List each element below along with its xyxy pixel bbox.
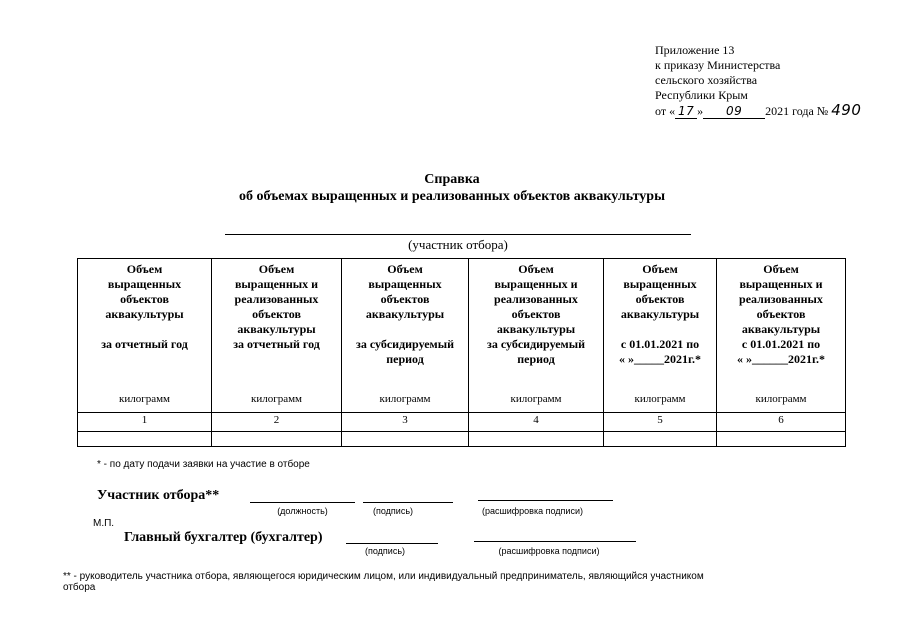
column-header-3 [342, 259, 469, 413]
column-header-line: Объем [642, 262, 678, 276]
decoding-label: (расшифровка подписи) [482, 506, 583, 516]
column-number-3: 3 [342, 413, 469, 432]
column-header-line: Объем [126, 262, 163, 276]
column-unit: килограмм [118, 393, 171, 405]
document-title: Справка [424, 172, 480, 187]
column-header-line: за субсидируемый [356, 337, 454, 351]
column-header-line: аквакультуры [365, 307, 445, 321]
decoding-line[interactable] [478, 500, 613, 501]
column-header-line: реализованных [739, 292, 823, 306]
column-header-line: Объем [387, 262, 423, 276]
column-header-line: выращенных [368, 277, 442, 291]
column-header-4 [469, 259, 604, 413]
column-header-line: выращенных [107, 277, 182, 291]
column-header-content [472, 262, 600, 412]
table-cell[interactable] [212, 432, 342, 447]
column-header-line: аквакультуры [620, 307, 700, 321]
footnote-head-line1: ** - руководитель участника отбора, являющегося юридическим лицом, или индивидуальный предприниматель, являющийся участником [63, 571, 704, 582]
appendix-line4: Республики Крым [655, 88, 748, 102]
participant-signature-title: Участник отбора** [97, 488, 220, 503]
column-number-2: 2 [212, 413, 342, 432]
column-unit: килограмм [379, 393, 431, 405]
acc-signature-label: (подпись) [364, 546, 406, 556]
table-cell[interactable] [717, 432, 846, 447]
column-header-line: аквакультуры [237, 322, 316, 336]
appendix-date-line [655, 103, 861, 119]
appendix-line3: сельского хозяйства [655, 73, 758, 87]
table-cell[interactable] [342, 432, 469, 447]
column-header-content [607, 262, 713, 412]
column-header-2 [212, 259, 342, 413]
column-header-content [215, 262, 338, 412]
column-header-line: с 01.01.2021 по [620, 337, 700, 351]
column-header-line [345, 322, 465, 337]
signature-label: (подпись) [372, 506, 414, 516]
column-header-line: аквакультуры [496, 322, 576, 336]
date-day: 17 [675, 105, 697, 119]
acc-decoding-line[interactable] [474, 541, 636, 542]
column-header-line: период [386, 352, 424, 366]
column-header-content [720, 262, 842, 412]
column-header-line: аквакультуры [105, 307, 184, 321]
signature-line[interactable] [363, 502, 453, 503]
participant-line [225, 234, 691, 235]
column-header-line: выращенных и [494, 277, 578, 291]
table-cell[interactable] [469, 432, 604, 447]
column-header-line: объектов [756, 307, 806, 321]
column-number-4: 4 [469, 413, 604, 432]
column-header-line: Объем [763, 262, 799, 276]
date-mid: » [697, 104, 704, 118]
column-header-line: за субсидируемый [487, 337, 585, 351]
volume-table [77, 258, 846, 447]
table-cell[interactable] [604, 432, 717, 447]
column-unit: килограмм [755, 393, 807, 405]
column-header-line: Объем [258, 262, 295, 276]
column-number-6: 6 [717, 413, 846, 432]
acc-decoding-label: (расшифровка подписи) [498, 546, 600, 556]
column-header-line: объектов [511, 307, 561, 321]
column-number-5: 5 [604, 413, 717, 432]
column-header-line: с 01.01.2021 по [741, 337, 821, 351]
column-header-line: аквакультуры [741, 322, 821, 336]
table-header-row [78, 259, 846, 413]
footnote-date: * - по дату подачи заявки на участие в отборе [97, 459, 310, 470]
accountant-signature-title: Главный бухгалтер (бухгалтер) [124, 530, 323, 545]
position-label: (должность) [277, 506, 328, 516]
column-header-line: выращенных и [739, 277, 823, 291]
column-header-line [81, 322, 208, 337]
table-data-row [78, 432, 846, 447]
appendix-block [655, 43, 861, 119]
footnote-head [63, 571, 863, 593]
column-header-line: выращенных и [234, 277, 319, 291]
position-line[interactable] [250, 502, 355, 503]
appendix-line2: к приказу Министерства [655, 58, 781, 72]
column-header-content [81, 262, 208, 412]
order-number: 490 [831, 101, 862, 119]
column-number-1: 1 [78, 413, 212, 432]
column-header-line: « »_____2021г.* [618, 352, 702, 366]
column-header-1 [78, 259, 212, 413]
column-header-line: реализованных [234, 292, 319, 306]
table-number-row [78, 413, 846, 432]
footnote-head-line2: отбора [63, 582, 96, 593]
date-month: 09 [703, 105, 765, 119]
column-header-line: объектов [380, 292, 430, 306]
acc-signature-line[interactable] [346, 543, 438, 544]
column-header-5 [604, 259, 717, 413]
column-unit: килограмм [510, 393, 562, 405]
column-header-line: период [517, 352, 555, 366]
column-unit: килограмм [250, 393, 303, 405]
column-header-line: выращенных [623, 277, 697, 291]
table-cell[interactable] [78, 432, 212, 447]
column-header-line: объектов [635, 292, 685, 306]
column-header-6 [717, 259, 846, 413]
column-header-line [607, 322, 713, 337]
column-header-line: объектов [120, 292, 169, 306]
column-unit: килограмм [634, 393, 686, 405]
column-header-content [345, 262, 465, 412]
participant-label: (участник отбора) [408, 237, 508, 252]
column-header-line: за отчетный год [101, 337, 188, 351]
date-prefix: от « [655, 104, 676, 118]
date-year: 2021 года № [765, 104, 829, 118]
column-header-line: « »______2021г.* [736, 352, 826, 366]
column-header-line: за отчетный год [233, 337, 320, 351]
column-header-line: реализованных [494, 292, 578, 306]
appendix-line1: Приложение 13 [655, 43, 735, 57]
document-subtitle: об объемах выращенных и реализованных объектов аквакультуры [238, 189, 666, 204]
column-header-line: Объем [518, 262, 554, 276]
stamp-place: М.П. [93, 518, 115, 529]
column-header-line: объектов [252, 307, 301, 321]
